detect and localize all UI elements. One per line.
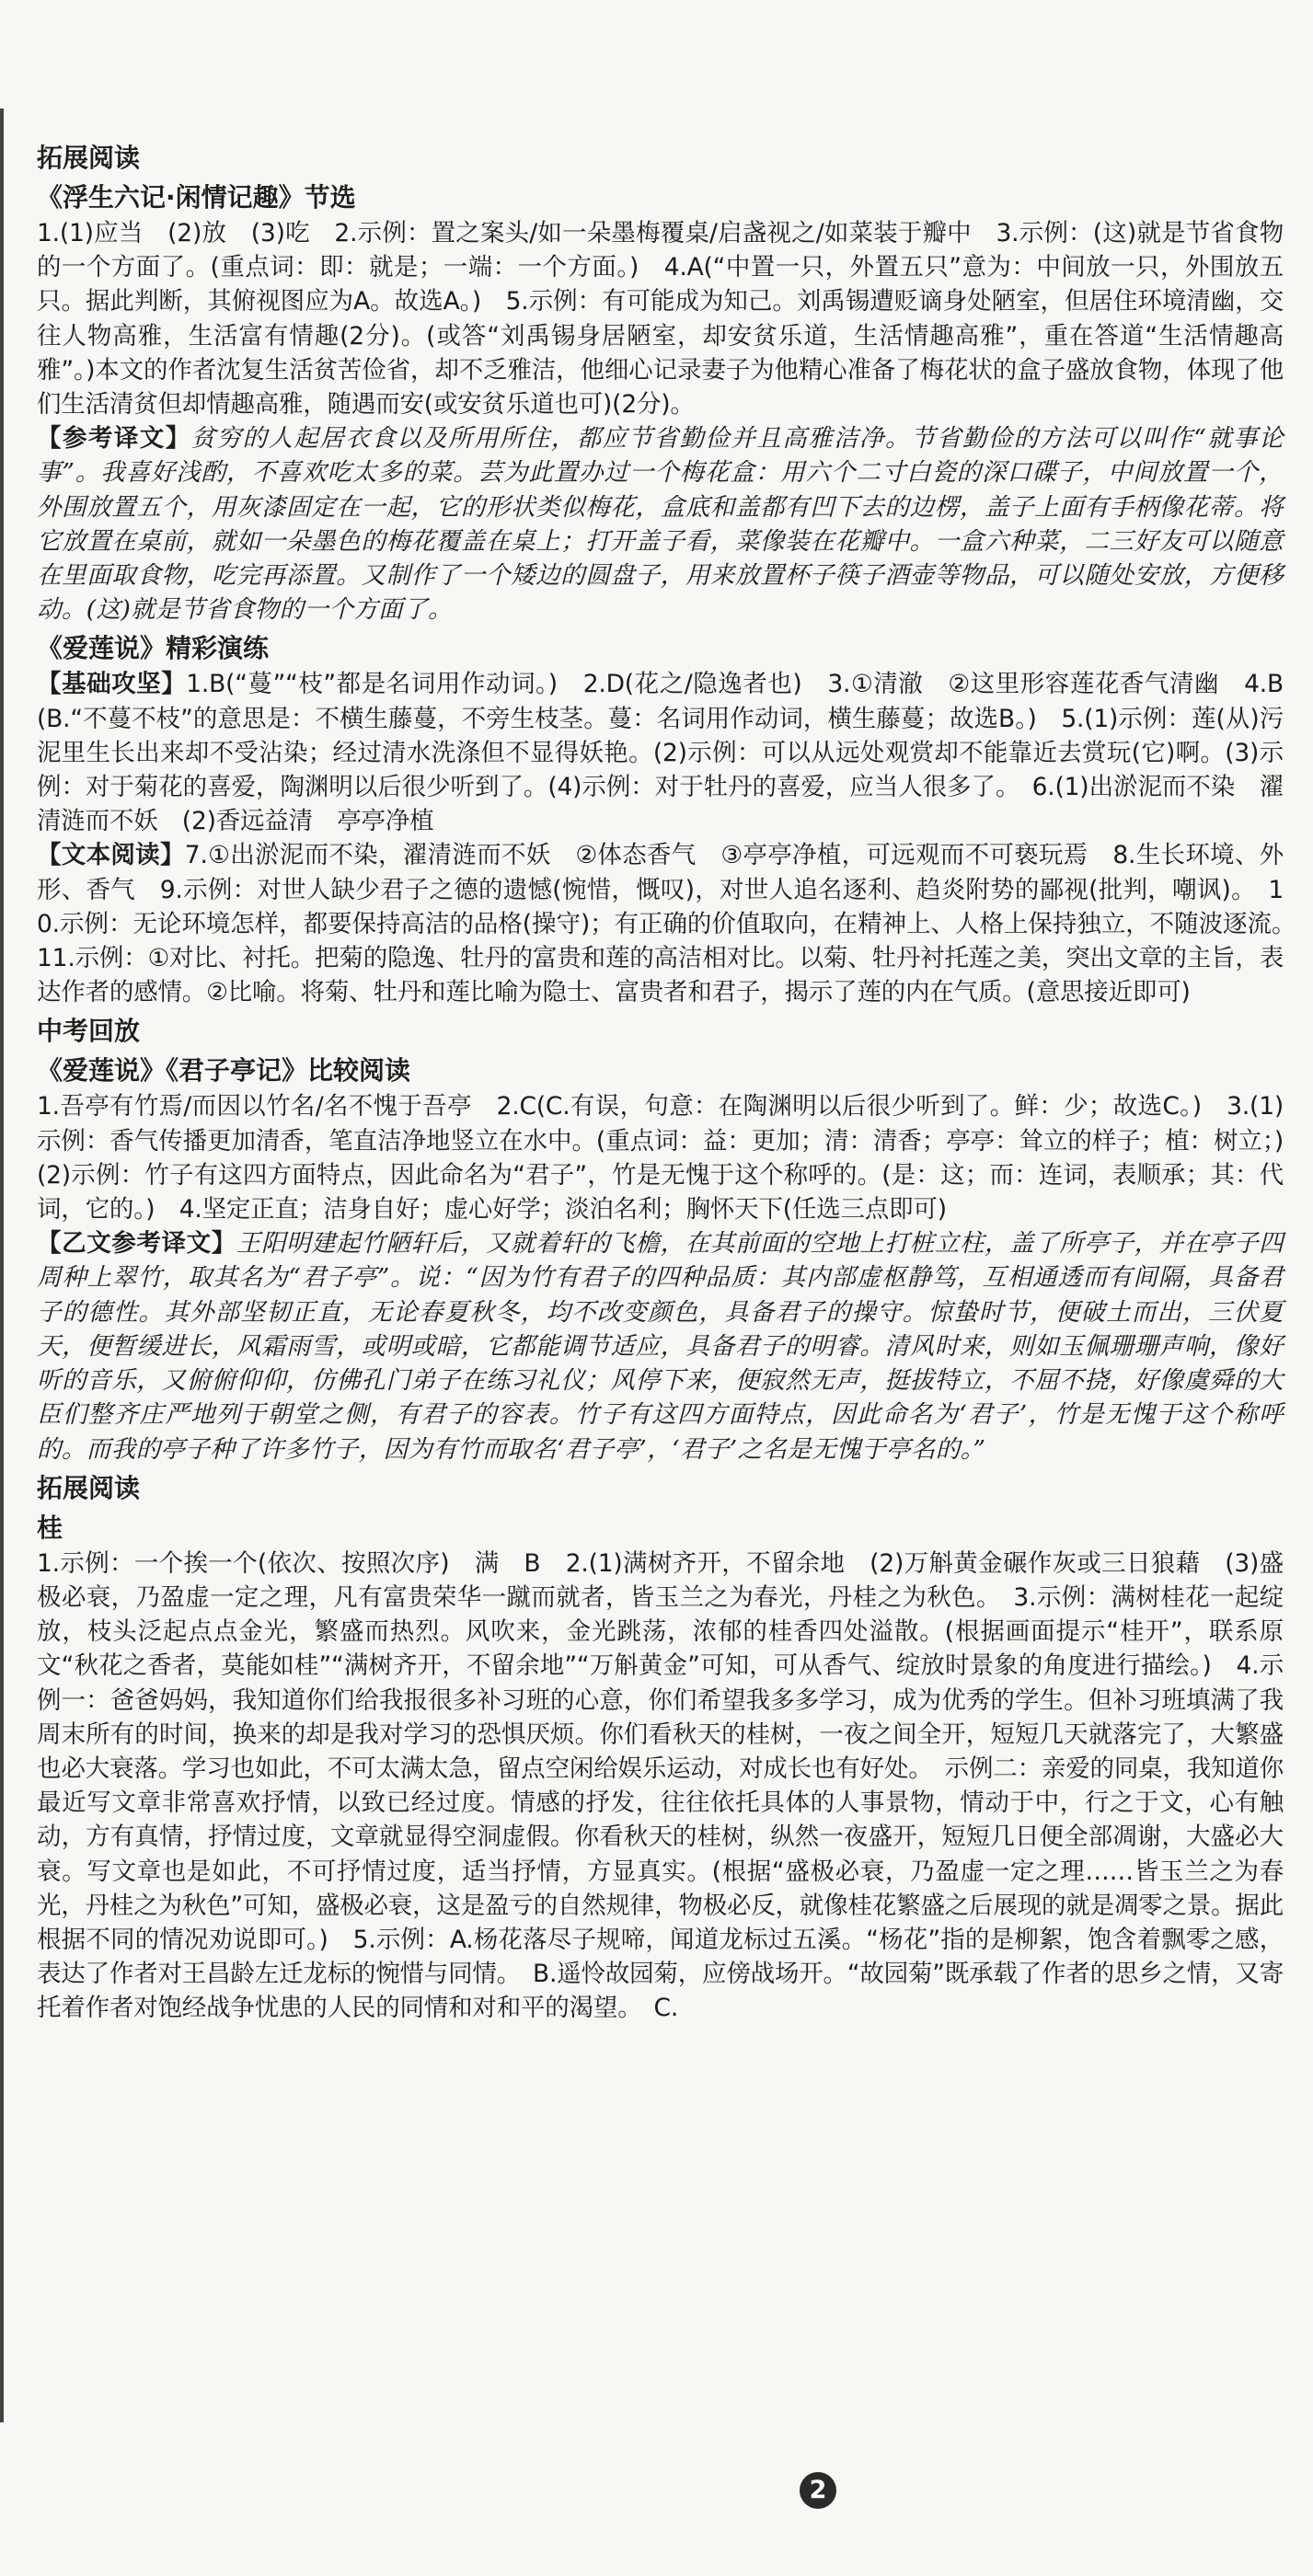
translation-paragraph xyxy=(37,421,1284,627)
left-edge-rule xyxy=(0,109,4,2422)
translation-label: 【参考译文】 xyxy=(37,424,191,454)
section-heading: 桂 xyxy=(37,1512,63,1543)
section-heading: 《爱莲说》精彩演练 xyxy=(37,633,270,664)
block-label: 【文本阅读】 xyxy=(37,841,185,870)
section-heading: 拓展阅读 xyxy=(37,143,141,173)
answer-paragraph xyxy=(37,838,1308,1009)
section-heading: 拓展阅读 xyxy=(37,1472,141,1503)
answer-paragraph: 1.吾亭有竹焉/而因以竹名/名不愧于吾亭 2.C(C.有误，句意：在陶渊明以后很少听到了。鲜：少；故选C。) 3.(1)示例：香气传播更加清香，笔直洁净地竖立在水中。(重点词：益：更加；清：清香；亭亭：耸立的样子；植：树立；) (2)示例：竹子有这四方面特点，因此命名为“君子”，竹是无愧于这个称呼的。(是：这；而：连词，表顺承；其：代词，它的。) 4.坚定正直；洁身自好；虚心好学；淡泊名利；胸怀天下(任选三点即可) xyxy=(37,1092,1308,1225)
section-heading: 《爱莲说》《君子亭记》比较阅读 xyxy=(37,1055,411,1087)
translation-paragraph xyxy=(37,1226,1284,1466)
answer-paragraph xyxy=(37,667,1284,838)
answer-paragraph: 1.示例：一个挨一个(依次、按照次序) 满 B 2.(1)满树齐开，不留余地 (2)万斛黄金碾作灰或三日狼藉 (3)盛极必衰，乃盈虚一定之理，凡有富贵荣华一蹴而就者，皆玉兰之为春光，丹桂之为秋色。 3.示例：满树桂花一起绽放，枝头泛起点点金光，繁盛而热烈。风吹来，金光跳荡，浓郁的桂香四处溢散。(根据画面提示“桂开”，联系原文“秋花之香者，莫能如桂”“满树齐开，不留余地”“万斛黄金”可知，可从香气、绽放时景象的角度进行描绘。) 4.示例一：爸爸妈妈，我知道你们给我报很多补习班的心意，你们希望我多多学习，成为优秀的学生。但补习班填满了我周末所有的时间，换来的却是我对学习的恐惧厌烦。你们看秋天的桂树，一夜之间全开，短短几天就落完了，大繁盛也必大衰落。学习也如此，不可太满太急，留点空闲给娱乐运动，对成长也有好处。 示例二：亲爱的同桌，我知道你最近写文章非常喜欢抒情，以致已经过度。情感的抒发，往往依托具体的人事景物，情动于中，行之于文，心有触动，方有真情，抒情过度，文章就显得空洞虚假。你看秋天的桂树，纵然一夜盛开，短短几日便全部凋谢，大盛必大衰。写文章也是如此，不可抒情过度，适当抒情，方显真实。(根据“盛极必衰，乃盈虚一定之理……皆玉兰之为春光，丹桂之为秋色”可知，盛极必衰，这是盈亏的自然规律，物极必反，就像桂花繁盛之后展现的就是凋零之景。据此根据不同的情况劝说即可。) 5.示例：A.杨花落尽子规啼，闻道龙标过五溪。“杨花”指的是柳絮，饱含着飘零之感，表达了作者对王昌龄左迁龙标的惋惜与同情。 B.遥怜故园菊，应傍战场开。“故园菊”既承载了作者的思乡之情，又寄托着作者对饱经战争忧患的人民的同情和对和平的渴望。 C. xyxy=(37,1548,1284,2023)
section-heading: 中考回放 xyxy=(37,1016,141,1047)
answer-text: 1.B(“蔓”“枝”都是名词用作动词。) 2.D(花之/隐逸者也) 3.①清澈 ②这里形容莲花香气清幽 4.B(B.“不蔓不枝”的意思是：不横生藤蔓，不旁生枝茎。蔓：名词用作动词，横生藤蔓；故选B。) 5.(1)示例：莲(从)污泥里生长出来却不受沾染；经过清水洗涤但不显得妖艳。(2)示例：可以从远处观赏却不能靠近去赏玩(它)啊。(3)示例：对于菊花的喜爱，陶渊明以后很少听到了。(4)示例：对于牡丹的喜爱，应当人很多了。 6.(1)出淤泥而不染 濯清涟而不妖 (2)香远益清 亭亭净植 xyxy=(37,670,1284,836)
translation-text: 贫穷的人起居衣食以及所用所住，都应节省勤俭并且高雅洁净。节省勤俭的方法可以叫作“就事论事”。我喜好浅酌，不喜欢吃太多的菜。芸为此置办过一个梅花盒：用六个二寸白瓷的深口碟子，中间放置一个，外围放置五个，用灰漆固定在一起，它的形状类似梅花，盒底和盖都有凹下去的边楞，盖子上面有手柄像花蒂。将它放置在桌前，就如一朵墨色的梅花覆盖在桌上；打开盖子看，菜像装在花瓣中。一盒六种菜，二三好友可以随意在里面取食物，吃完再添置。又制作了一个矮边的圆盘子，用来放置杯子筷子酒壶等物品，可以随处安放，方便移动。(这)就是节省食物的一个方面了。 xyxy=(37,424,1284,625)
answer-text: 7.①出淤泥而不染，濯清涟而不妖 ②体态香气 ③亭亭净植，可远观而不可亵玩焉 8.生长环境、外形、香气 9.示例：对世人缺少君子之德的遗憾(惋惜，慨叹)，对世人追名逐利、趋炎附势的鄙视(批判，嘲讽)。 10.示例：无论环境怎样，都要保持高洁的品格(操守)；有正确的价值取向，在精神上、人格上保持独立，不随波逐流。 11.示例：①对比、衬托。把菊的隐逸、牡丹的富贵和莲的高洁相对比。以菊、牡丹衬托莲之美，突出文章的主旨，表达作者的感情。②比喻。将菊、牡丹和莲比喻为隐士、富贵者和君子，揭示了莲的内在气质。(意思接近即可) xyxy=(37,841,1308,1007)
translation-label: 【乙文参考译文】 xyxy=(37,1229,236,1259)
block-label: 【基础攻坚】 xyxy=(37,670,187,699)
page-number-badge: 2 xyxy=(800,2472,836,2509)
translation-text: 王阳明建起竹陋轩后，又就着轩的飞檐，在其前面的空地上打桩立柱，盖了所亭子，并在亭子四周种上翠竹，取其名为“君子亭”。说：“因为竹有君子的四种品质：其内部虚枢静笃，互相通透而有间隔，具备君子的德性。其外部坚韧正直，无论春夏秋冬，均不改变颜色，具备君子的操守。惊蛰时节，便破土而出，三伏夏天，便暂缓进长，风霜雨雪，或明或暗，它都能调节适应，具备君子的明睿。清风时来，则如玉佩珊珊声响，像好听的音乐，又俯俯仰仰，仿佛孔门弟子在练习礼仪；风停下来，便寂然无声，挺拔特立，不屈不挠，好像虞舜的大臣们整齐庄严地列于朝堂之侧，有君子的容表。竹子有这四方面特点，因此命名为‘君子’，竹是无愧于这个称呼的。而我的亭子种了许多竹子，因为有竹而取名‘君子亭’，‘君子’之名是无愧于亭名的。” xyxy=(37,1229,1284,1464)
answer-page xyxy=(37,136,1308,2026)
answer-paragraph: 1.(1)应当 (2)放 (3)吃 2.示例：置之案头/如一朵墨梅覆桌/启盏视之/如菜装于瓣中 3.示例：(这)就是节省食物的一个方面了。(重点词：即：就是；一端：一个方面。) 4.A(“中置一只，外置五只”意为：中间放一只，外围放五只。据此判断，其俯视图应为A。故选A。) 5.示例：有可能成为知己。刘禹锡遭贬谪身处陋室，但居住环境清幽，交往人物高雅，生活富有情趣(2分)。(或答“刘禹锡身居陋室，却安贫乐道，生活情趣高雅”，重在答道“生活情趣高雅”。)本文的作者沈复生活贫苦俭省，却不乏雅洁，他细心记录妻子为他精心准备了梅花状的盒子盛放食物，体现了他们生活清贫但却情趣高雅，随遇而安(或安贫乐道也可)(2分)。 xyxy=(37,219,1284,420)
section-heading: 《浮生六记·闲情记趣》节选 xyxy=(37,182,356,213)
